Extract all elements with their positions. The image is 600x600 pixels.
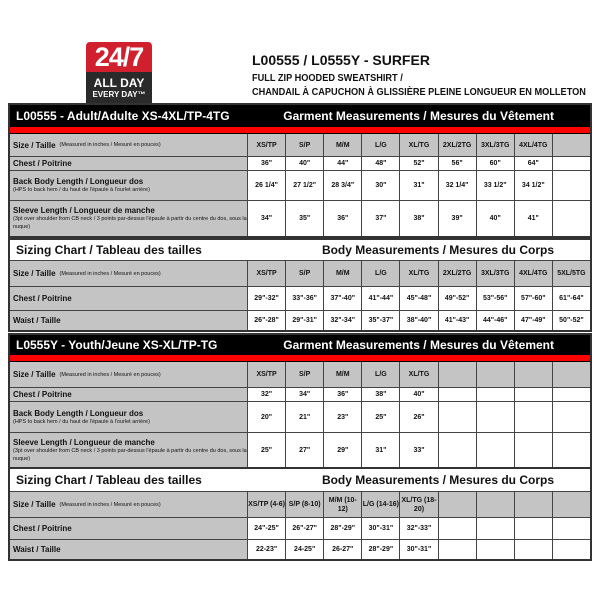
- size-header-cell: 4XL/4TG: [514, 261, 552, 286]
- size-header-cell: XS/TP (4-6): [247, 492, 285, 517]
- value-cell: [514, 540, 552, 559]
- value-cell: [552, 171, 590, 200]
- size-header-cell: [552, 492, 590, 517]
- value-cell: 35": [285, 201, 323, 236]
- size-header-cell: XL/TG (18-20): [399, 492, 437, 517]
- brand-logo: [86, 42, 152, 108]
- row-label-text: Waist / Taille: [13, 316, 61, 325]
- table-row: [10, 433, 590, 467]
- value-cell: 38": [399, 201, 437, 236]
- table-title: Sizing Chart / Tableau des tailles: [16, 243, 202, 257]
- row-label: [10, 388, 247, 401]
- row-label-text: Sleeve Length / Longueur de manche: [13, 437, 155, 447]
- value-cell: 41": [514, 201, 552, 236]
- value-cell: 26"-27": [285, 518, 323, 539]
- value-cell: 32"-33": [399, 518, 437, 539]
- size-table: [8, 238, 592, 332]
- value-cell: 30": [361, 171, 399, 200]
- value-cell: 25": [247, 433, 285, 467]
- logo-247: 24/7: [86, 42, 152, 72]
- row-label: [10, 433, 247, 467]
- value-cell: 29"-31": [285, 311, 323, 330]
- value-cell: 21": [285, 402, 323, 432]
- value-cell: 45"-48": [399, 287, 437, 310]
- table-title: Sizing Chart / Tableau des tailles: [16, 473, 202, 487]
- size-header-row: [10, 362, 590, 388]
- row-label-text: Chest / Poitrine: [13, 524, 72, 533]
- row-label-note: (HPS to back hem / du haut de l'épaule à l'ourlet arrière): [13, 187, 150, 193]
- value-cell: 61"-64": [552, 287, 590, 310]
- value-cell: 24"-25": [247, 518, 285, 539]
- size-header-cell: 2XL/2TG: [438, 261, 476, 286]
- table-row: [10, 201, 590, 236]
- size-header-cell: XL/TG: [399, 261, 437, 286]
- value-cell: [514, 388, 552, 401]
- size-header-cell: S/P (8-10): [285, 492, 323, 517]
- row-label: [10, 311, 247, 330]
- size-header-cell: M/M: [323, 261, 361, 286]
- value-cell: 36": [323, 388, 361, 401]
- row-label: [10, 171, 247, 200]
- value-cell: [552, 433, 590, 467]
- value-cell: [438, 402, 476, 432]
- value-cell: 38"-40": [399, 311, 437, 330]
- value-cell: [438, 540, 476, 559]
- table-header: [10, 335, 590, 354]
- value-cell: [476, 433, 514, 467]
- size-header-cell: [552, 362, 590, 387]
- value-cell: 40": [399, 388, 437, 401]
- size-header-cell: M/M: [323, 362, 361, 387]
- row-label: [10, 492, 247, 517]
- value-cell: [514, 402, 552, 432]
- value-cell: 28"-29": [361, 540, 399, 559]
- table-header: [10, 105, 590, 126]
- size-table: [8, 333, 592, 469]
- row-label-text: Size / Taille: [13, 269, 56, 278]
- size-header-cell: 3XL/3TG: [476, 134, 514, 156]
- value-cell: 40": [476, 201, 514, 236]
- value-cell: [438, 518, 476, 539]
- value-cell: [514, 433, 552, 467]
- row-label-text: Waist / Taille: [13, 545, 61, 554]
- table-header: [10, 469, 590, 492]
- value-cell: 38": [361, 388, 399, 401]
- size-header-row: [10, 492, 590, 518]
- value-cell: 25": [361, 402, 399, 432]
- size-header-row: [10, 261, 590, 287]
- row-label: [10, 518, 247, 539]
- value-cell: [552, 518, 590, 539]
- value-cell: 32": [247, 388, 285, 401]
- value-cell: 26-27": [323, 540, 361, 559]
- value-cell: [438, 388, 476, 401]
- logo-line-2: EVERY DAY™: [92, 90, 146, 99]
- table-section-title: Body Measurements / Mesures du Corps: [321, 243, 554, 257]
- value-cell: 33"-36": [285, 287, 323, 310]
- value-cell: 41"-43": [438, 311, 476, 330]
- value-cell: 30"-31": [361, 518, 399, 539]
- table-title: L0555Y - Youth/Jeune XS-XL/TP-TG: [16, 337, 218, 352]
- table-section-title: Garment Measurements / Mesures du Vêtement: [283, 108, 554, 123]
- value-cell: [552, 402, 590, 432]
- value-cell: 20": [247, 402, 285, 432]
- value-cell: 30"-31": [399, 540, 437, 559]
- row-label-note: (Measured in inches / Mesuré en pouces): [59, 270, 161, 277]
- row-label-text: Size / Taille: [13, 370, 56, 379]
- value-cell: 50"-52": [552, 311, 590, 330]
- value-cell: [476, 540, 514, 559]
- value-cell: 47"-49": [514, 311, 552, 330]
- row-label-note: (Measured in inches / Mesuré en pouces): [59, 501, 161, 508]
- value-cell: 22-23": [247, 540, 285, 559]
- row-label-note: (3pt over shoulder from CB neck / 3 points par-dessus l'épaule à partir du centre du dos, sous la nuque): [13, 447, 247, 462]
- value-cell: 26"-28": [247, 311, 285, 330]
- table-section-title: Body Measurements / Mesures du Corps: [321, 473, 554, 487]
- value-cell: 28"-29": [323, 518, 361, 539]
- size-header-cell: [552, 134, 590, 156]
- table-row: [10, 518, 590, 540]
- value-cell: 29": [323, 433, 361, 467]
- size-header-cell: [514, 492, 552, 517]
- size-table: [8, 467, 592, 561]
- value-cell: 27": [285, 433, 323, 467]
- value-cell: 32"-34": [323, 311, 361, 330]
- row-label-note: (Measured in inches / Mesuré en pouces): [59, 142, 161, 148]
- value-cell: 35"-37": [361, 311, 399, 330]
- size-header-cell: XS/TP: [247, 134, 285, 156]
- row-label: [10, 134, 247, 156]
- value-cell: 48": [361, 157, 399, 170]
- size-header-cell: XL/TG: [399, 134, 437, 156]
- value-cell: 33": [399, 433, 437, 467]
- size-header-cell: M/M: [323, 134, 361, 156]
- value-cell: [552, 540, 590, 559]
- size-header-cell: 5XL/5TG: [552, 261, 590, 286]
- value-cell: 27 1/2": [285, 171, 323, 200]
- table-row: [10, 388, 590, 402]
- row-label-text: Back Body Length / Longueur dos: [13, 408, 144, 418]
- size-header-cell: 4XL/4TG: [514, 134, 552, 156]
- size-header-cell: [476, 492, 514, 517]
- row-label-note: (HPS to back hem / du haut de l'épaule à l'ourlet arrière): [13, 418, 150, 425]
- row-label-text: Chest / Poitrine: [13, 294, 72, 303]
- row-label: [10, 402, 247, 432]
- value-cell: 39": [438, 201, 476, 236]
- table-section-title: Garment Measurements / Mesures du Vêtement: [283, 337, 554, 352]
- value-cell: [438, 433, 476, 467]
- table-row: [10, 171, 590, 201]
- value-cell: 29"-32": [247, 287, 285, 310]
- value-cell: [552, 157, 590, 170]
- value-cell: 34": [247, 201, 285, 236]
- size-header-cell: S/P: [285, 362, 323, 387]
- table-row: [10, 540, 590, 559]
- value-cell: [552, 388, 590, 401]
- size-header-cell: 3XL/3TG: [476, 261, 514, 286]
- red-divider: [10, 354, 590, 362]
- logo-line-1: ALL DAY: [93, 76, 145, 90]
- value-cell: [476, 402, 514, 432]
- size-header-row: [10, 134, 590, 157]
- size-header-cell: [438, 362, 476, 387]
- value-cell: [514, 518, 552, 539]
- size-header-cell: XL/TG: [399, 362, 437, 387]
- value-cell: 26 1/4": [247, 171, 285, 200]
- table-row: [10, 311, 590, 330]
- row-label-text: Size / Taille: [13, 140, 56, 150]
- value-cell: 52": [399, 157, 437, 170]
- size-header-cell: S/P: [285, 134, 323, 156]
- value-cell: 49"-52": [438, 287, 476, 310]
- value-cell: 34 1/2": [514, 171, 552, 200]
- value-cell: [476, 388, 514, 401]
- row-label-note: (3pt over shoulder from CB neck / 3 points par-dessus l'épaule à partir du centre du dos, sous la nuque): [13, 216, 247, 230]
- value-cell: 60": [476, 157, 514, 170]
- value-cell: 31": [399, 171, 437, 200]
- row-label-note: (Measured in inches / Mesuré en pouces): [59, 371, 161, 378]
- value-cell: [552, 201, 590, 236]
- row-label-text: Back Body Length / Longueur dos: [13, 177, 144, 186]
- table-title: L00555 - Adult/Adulte XS-4XL/TP-4TG: [16, 108, 230, 123]
- value-cell: 24-25": [285, 540, 323, 559]
- value-cell: [476, 518, 514, 539]
- value-cell: 56": [438, 157, 476, 170]
- size-header-cell: 2XL/2TG: [438, 134, 476, 156]
- size-header-cell: L/G: [361, 134, 399, 156]
- size-header-cell: [438, 492, 476, 517]
- value-cell: 31": [361, 433, 399, 467]
- subtitle-fr: CHANDAIL À CAPUCHON À GLISSIÈRE PLEINE LONGUEUR EN MOLLETON: [252, 87, 586, 98]
- table-header: [10, 240, 590, 261]
- size-header-cell: [476, 362, 514, 387]
- value-cell: 57"-60": [514, 287, 552, 310]
- row-label-text: Chest / Poitrine: [13, 390, 72, 399]
- value-cell: 36": [323, 201, 361, 236]
- value-cell: 41"-44": [361, 287, 399, 310]
- size-header-cell: [514, 362, 552, 387]
- value-cell: 34": [285, 388, 323, 401]
- value-cell: 37": [361, 201, 399, 236]
- value-cell: 26": [399, 402, 437, 432]
- table-row: [10, 287, 590, 311]
- value-cell: 64": [514, 157, 552, 170]
- value-cell: 36": [247, 157, 285, 170]
- table-row: [10, 402, 590, 433]
- row-label-text: Sleeve Length / Longueur de manche: [13, 206, 155, 215]
- value-cell: 32 1/4": [438, 171, 476, 200]
- row-label: [10, 362, 247, 387]
- value-cell: 53"-56": [476, 287, 514, 310]
- size-header-cell: S/P: [285, 261, 323, 286]
- subtitle-en: FULL ZIP HOODED SWEATSHIRT /: [252, 73, 403, 84]
- value-cell: 33 1/2": [476, 171, 514, 200]
- size-header-cell: L/G: [361, 261, 399, 286]
- row-label: [10, 540, 247, 559]
- value-cell: 40": [285, 157, 323, 170]
- red-divider: [10, 126, 590, 134]
- page-title: L00555 / L0555Y - SURFER: [252, 52, 430, 68]
- size-header-cell: L/G (14-16): [361, 492, 399, 517]
- size-header-cell: XS/TP: [247, 261, 285, 286]
- value-cell: 44"-46": [476, 311, 514, 330]
- size-header-cell: L/G: [361, 362, 399, 387]
- size-header-cell: M/M (10-12): [323, 492, 361, 517]
- value-cell: 28 3/4": [323, 171, 361, 200]
- row-label-text: Chest / Poitrine: [13, 159, 72, 168]
- table-row: [10, 157, 590, 171]
- row-label: [10, 201, 247, 236]
- row-label-text: Size / Taille: [13, 500, 56, 509]
- row-label: [10, 157, 247, 170]
- value-cell: 23": [323, 402, 361, 432]
- row-label: [10, 261, 247, 286]
- size-table: [8, 103, 592, 238]
- row-label: [10, 287, 247, 310]
- value-cell: 37"-40": [323, 287, 361, 310]
- value-cell: 44": [323, 157, 361, 170]
- size-header-cell: XS/TP: [247, 362, 285, 387]
